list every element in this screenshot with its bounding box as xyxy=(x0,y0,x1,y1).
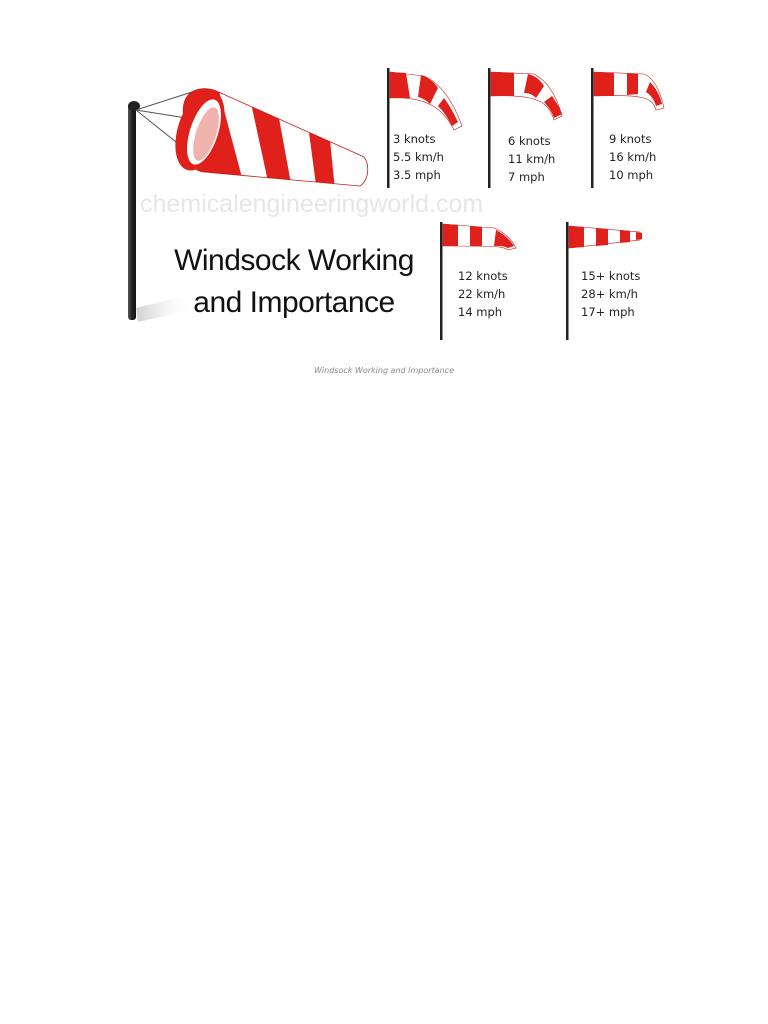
kmh-value: 22 km/h xyxy=(458,287,506,301)
speed-label-9-knots xyxy=(609,130,656,184)
knots-value: 3 knots xyxy=(393,132,436,146)
speed-label-12-knots xyxy=(458,267,508,321)
knots-value: 12 knots xyxy=(458,269,508,283)
figure-title-line-1: Windsock Working xyxy=(174,244,414,277)
indicator-pole xyxy=(566,222,569,340)
mph-value: 14 mph xyxy=(458,305,503,319)
knots-value: 15+ knots xyxy=(581,269,641,283)
kmh-value: 5.5 km/h xyxy=(393,150,444,164)
speed-label-15-knots xyxy=(581,267,640,321)
figure-title xyxy=(136,240,452,324)
kmh-value: 16 km/h xyxy=(609,150,657,164)
figure-caption: Windsock Working and Importance xyxy=(314,366,454,375)
mph-value: 7 mph xyxy=(508,170,545,184)
figure-title-line-2: and Importance xyxy=(193,286,395,319)
knots-value: 9 knots xyxy=(609,132,652,146)
mph-value: 10 mph xyxy=(609,168,654,182)
mph-value: 17+ mph xyxy=(581,305,635,319)
windsock-figure xyxy=(124,60,672,350)
kmh-value: 28+ km/h xyxy=(581,287,638,301)
rigging-line xyxy=(136,110,176,142)
main-pole xyxy=(128,104,136,320)
knots-value: 6 knots xyxy=(508,134,551,148)
indicator-pole xyxy=(591,68,594,188)
indicator-pole xyxy=(488,68,491,188)
indicator-pole xyxy=(387,68,390,188)
watermark: chemicalengineeringworld.com xyxy=(140,190,484,218)
speed-label-3-knots xyxy=(393,130,444,184)
mph-value: 3.5 mph xyxy=(393,168,441,182)
speed-label-6-knots xyxy=(508,132,555,186)
kmh-value: 11 km/h xyxy=(508,152,556,166)
